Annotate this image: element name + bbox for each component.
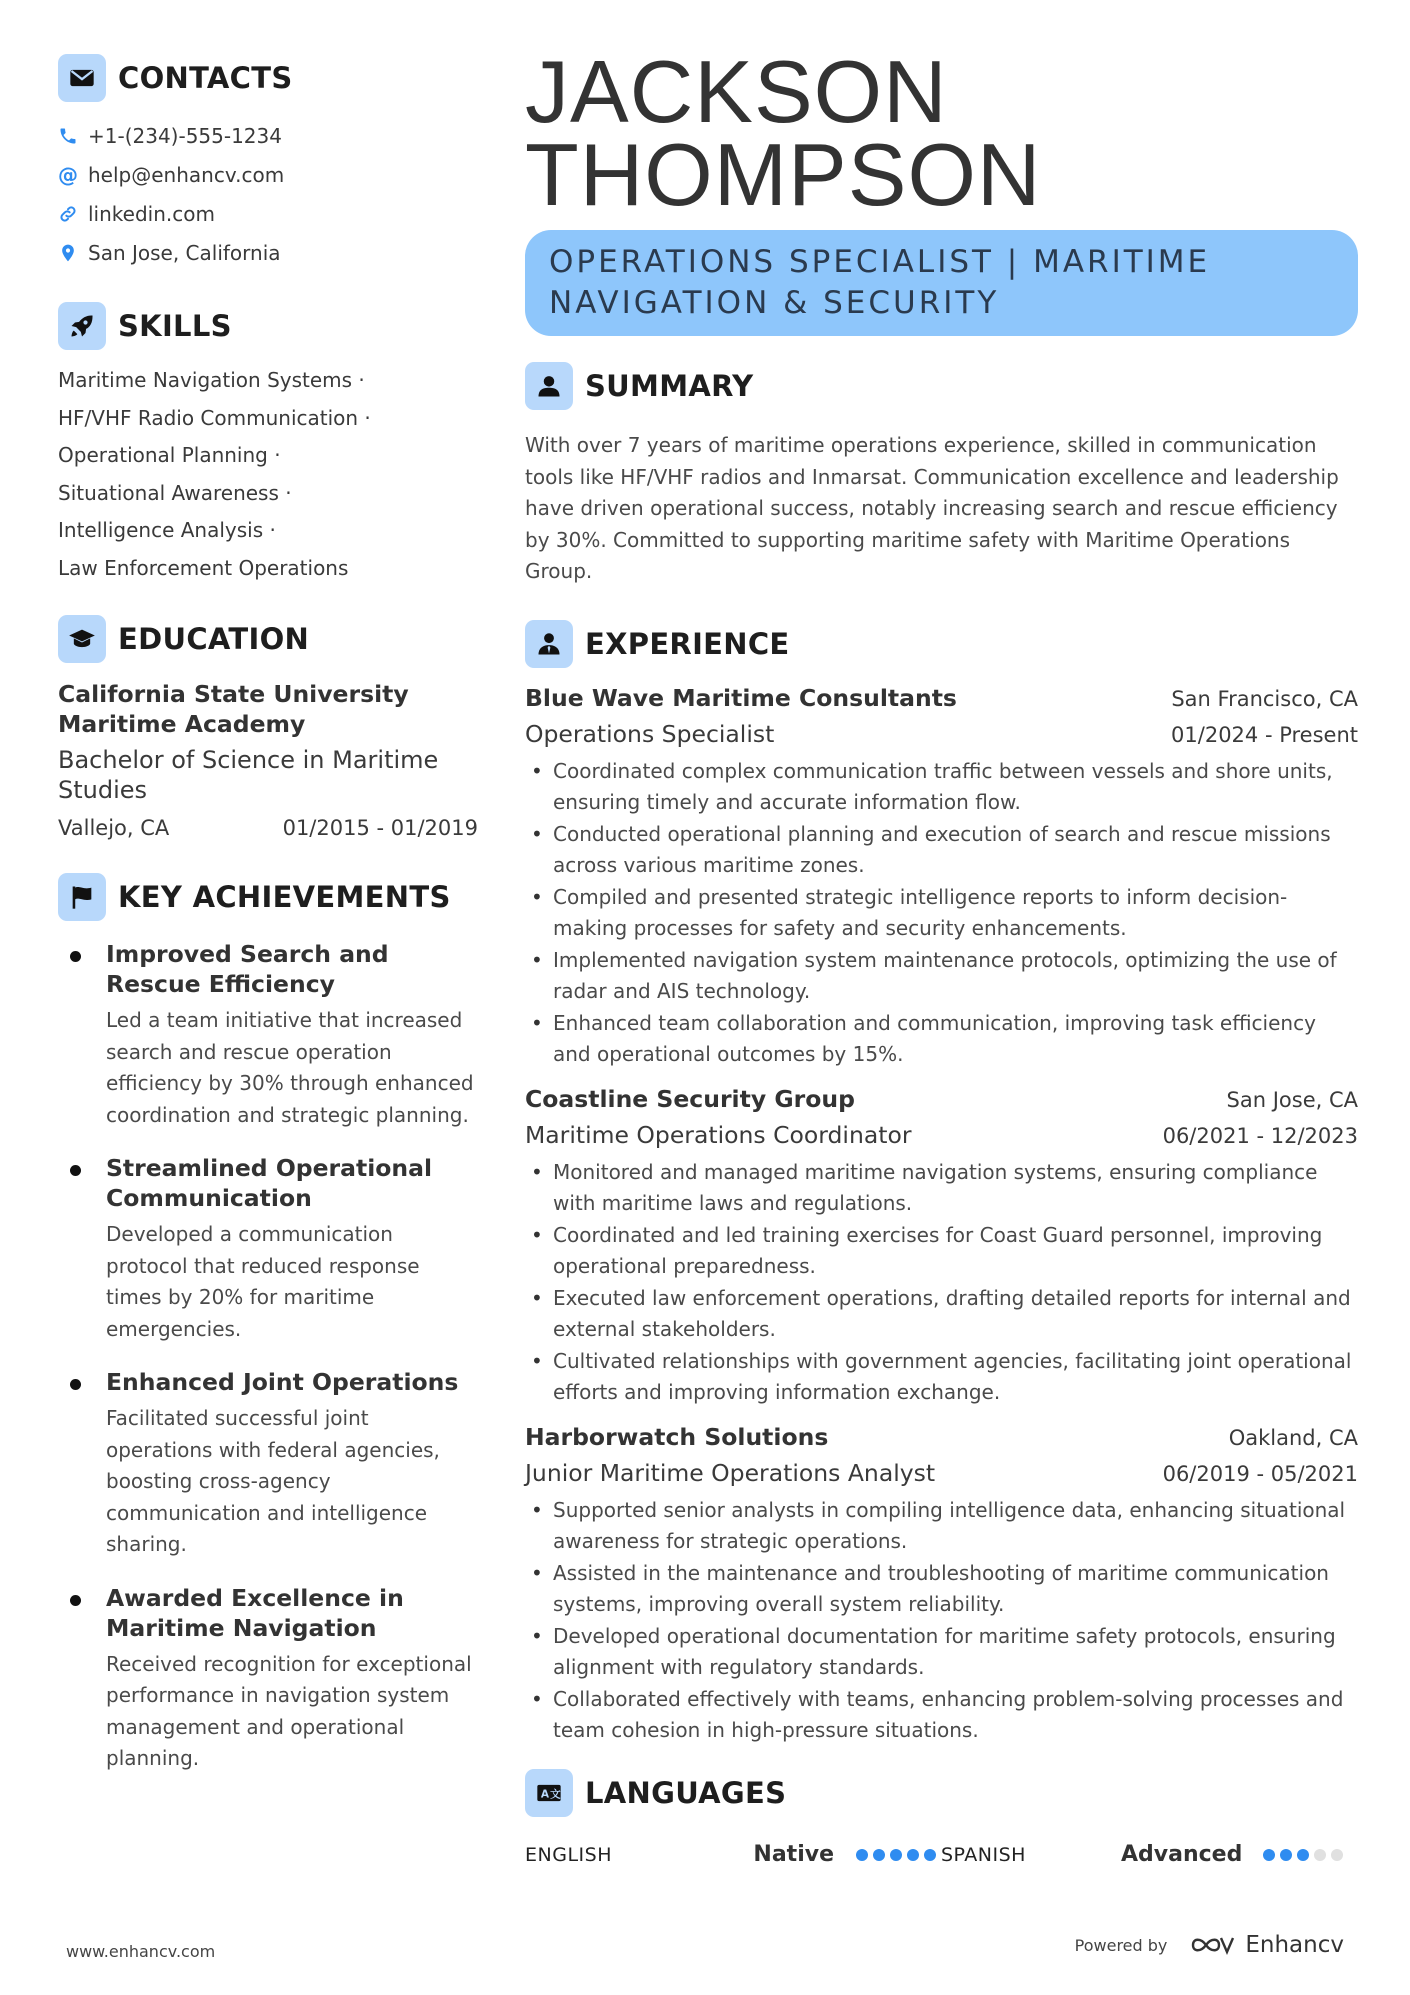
achievement-title: Improved Search and Rescue Efficiency (106, 940, 389, 998)
job-dates: 06/2021 - 12/2023 (1162, 1123, 1358, 1148)
language-level: Native (753, 1842, 834, 1867)
job-dates: 01/2024 - Present (1171, 722, 1358, 747)
skills-header (58, 302, 478, 350)
powered-by-text: Powered by (1074, 1935, 1168, 1955)
job-title-line1: OPERATIONS SPECIALIST | MARITIME (549, 244, 1211, 280)
skills-section (58, 302, 478, 587)
job-bullet: • Conducted operational planning and execution of search and rescue missions across various maritime zones. (525, 819, 1358, 882)
brand-logo[interactable] (1189, 1932, 1344, 1958)
rating-dot-empty (1331, 1849, 1343, 1861)
skill-item: Situational Awareness · (58, 480, 292, 505)
job-role: Operations Specialist (525, 719, 775, 748)
achievement-desc: Led a team initiative that increased search and rescue operation efficiency by 30% through enhanced coordination and strategic planning. (106, 1008, 474, 1127)
job-company: Coastline Security Group (525, 1084, 855, 1113)
experience-heading: EXPERIENCE (585, 626, 790, 661)
edu-meta (58, 813, 478, 843)
language-level: Advanced (1121, 1842, 1243, 1867)
contact-location (58, 233, 478, 272)
achievements-heading: KEY ACHIEVEMENTS (118, 880, 451, 914)
achievement-title: Awarded Excellence in Maritime Navigation (106, 1583, 404, 1642)
achievements-section (58, 873, 478, 1775)
footer-website[interactable]: www.enhancv.com (66, 1942, 216, 1961)
job-bullet: • Implemented navigation system maintenance protocols, optimizing the use of radar and AIS technology. (525, 945, 1358, 1008)
job-bullet: • Executed law enforcement operations, drafting detailed reports for internal and external stakeholders. (525, 1283, 1358, 1346)
achievement-title: Enhanced Joint Operations (106, 1368, 459, 1396)
job-role: Junior Maritime Operations Analyst (525, 1458, 936, 1487)
education-section (58, 615, 478, 843)
job-location: San Francisco, CA (1171, 686, 1358, 711)
job-title-banner (525, 230, 1358, 336)
location-text: San Jose, California (88, 240, 281, 265)
language-rating (856, 1849, 941, 1861)
achievement-item (58, 939, 478, 1131)
job-role: Maritime Operations Coordinator (525, 1120, 912, 1149)
experience-section (525, 620, 1358, 1747)
job-title-line2: NAVIGATION & SECURITY (549, 285, 1000, 321)
rating-dot-filled (1297, 1849, 1309, 1861)
link-icon (58, 203, 78, 225)
linkedin-text[interactable]: linkedin.com (88, 201, 215, 226)
job-subheader (525, 720, 1358, 748)
achievement-title: Streamlined Operational Communication (106, 1154, 433, 1212)
languages-row (525, 1835, 1358, 1875)
at-icon: @ (58, 162, 78, 187)
contacts-header (58, 54, 478, 102)
job-bullets (525, 756, 1358, 1071)
bullet-dot (70, 1595, 81, 1606)
summary-heading: SUMMARY (585, 369, 754, 403)
right-column (525, 42, 1358, 1875)
last-name: THOMPSON (525, 125, 1042, 224)
job-bullet: • Cultivated relationships with government agencies, facilitating joint operational efforts and improving information exchange. (525, 1346, 1358, 1409)
job-bullet: • Collaborated effectively with teams, enhancing problem-solving processes and team cohesion in high-pressure situations. (525, 1684, 1358, 1747)
graduation-cap-icon (58, 615, 106, 663)
language-name: SPANISH (941, 1843, 1026, 1866)
skill-item: Intelligence Analysis · (58, 518, 276, 542)
rating-dot-filled (924, 1849, 936, 1861)
svg-text:文: 文 (550, 1788, 561, 1801)
left-column (58, 54, 478, 1797)
job-bullets (525, 1157, 1358, 1409)
edu-degree: Bachelor of Science in Maritime Studies (58, 746, 439, 804)
achievements-header (58, 873, 478, 921)
job-bullet: • Supported senior analysts in compiling intelligence data, enhancing situational awareness for strategic operations. (525, 1495, 1358, 1558)
enhancv-logo-icon (1189, 1932, 1237, 1958)
job-bullet: • Coordinated and led training exercises for Coast Guard personnel, improving operational preparedness. (525, 1220, 1358, 1283)
experience-header (525, 620, 1358, 668)
language-rating (1263, 1849, 1348, 1861)
job-bullet: • Enhanced team collaboration and communication, improving task efficiency and operational outcomes by 15%. (525, 1008, 1358, 1071)
flag-icon (58, 873, 106, 921)
skills-heading: SKILLS (118, 309, 232, 343)
skill-item: Maritime Navigation Systems · (58, 368, 365, 392)
bullet-dot (70, 1379, 81, 1390)
edu-school: California State University Maritime Academy (58, 680, 409, 738)
language-name: ENGLISH (525, 1843, 612, 1866)
rating-dot-filled (907, 1849, 919, 1861)
rating-dot-filled (1263, 1849, 1275, 1861)
phone-text[interactable]: +1-(234)-555-1234 (88, 123, 282, 148)
language-item (941, 1842, 1358, 1867)
job-subheader (525, 1121, 1358, 1149)
edu-dates: 01/2015 - 01/2019 (282, 816, 478, 840)
skill-item: Operational Planning · (58, 443, 281, 467)
job-dates: 06/2019 - 05/2021 (1162, 1461, 1358, 1486)
rating-dot-filled (890, 1849, 902, 1861)
rocket-icon (58, 302, 106, 350)
edu-location: Vallejo, CA (58, 816, 170, 840)
summary-section (525, 362, 1358, 588)
rating-dot-empty (1314, 1849, 1326, 1861)
job-location: San Jose, CA (1226, 1087, 1358, 1112)
translate-icon (525, 1769, 573, 1817)
skill-item: HF/VHF Radio Communication · (58, 405, 371, 430)
contact-phone (58, 116, 478, 155)
summary-header (525, 362, 1358, 410)
person-icon (525, 362, 573, 410)
phone-icon (58, 125, 78, 147)
job-bullets (525, 1495, 1358, 1747)
job-entry (525, 1423, 1358, 1747)
email-text[interactable]: help@enhancv.com (88, 162, 285, 187)
brand-name: Enhancv (1245, 1932, 1344, 1958)
rating-dot-filled (856, 1849, 868, 1861)
rating-dot-filled (873, 1849, 885, 1861)
job-header (525, 1085, 1358, 1113)
contact-email (58, 155, 478, 194)
languages-heading: LANGUAGES (585, 1775, 787, 1810)
job-company: Harborwatch Solutions (525, 1422, 829, 1451)
job-subheader (525, 1459, 1358, 1487)
job-location: Oakland, CA (1228, 1425, 1358, 1450)
achievement-desc: Received recognition for exceptional performance in navigation system management and operational planning. (106, 1651, 472, 1770)
businessman-icon (525, 620, 573, 668)
achievement-desc: Facilitated successful joint operations with federal agencies, boosting cross-agency communication and intelligence sharing. (106, 1406, 440, 1556)
job-entry (525, 684, 1358, 1071)
achievement-item (58, 1367, 478, 1561)
envelope-icon (58, 54, 106, 102)
summary-text: With over 7 years of maritime operations experience, skilled in communication tools like HF/VHF radios and Inmarsat. Communication excellence and leadership have driven operational success, notably increasing search and rescue efficiency by 30%. Committed to supporting maritime safety with Maritime Operations Group. (525, 433, 1339, 583)
job-bullet: • Monitored and managed maritime navigation systems, ensuring compliance with maritime laws and regulations. (525, 1157, 1358, 1220)
location-pin-icon (58, 242, 78, 264)
languages-header (525, 1769, 1358, 1817)
job-bullet: • Developed operational documentation for maritime safety protocols, ensuring alignment with regulatory standards. (525, 1621, 1358, 1684)
languages-section (525, 1769, 1358, 1875)
job-entry (525, 1085, 1358, 1409)
first-name: JACKSON (525, 42, 948, 141)
job-bullet: • Coordinated complex communication traffic between vessels and shore units, ensuring timely and accurate information flow. (525, 756, 1358, 819)
skill-item: Law Enforcement Operations (58, 555, 349, 580)
language-item (525, 1842, 941, 1867)
achievement-desc: Developed a communication protocol that reduced response times by 20% for maritime emergencies. (106, 1222, 420, 1341)
education-header (58, 615, 478, 663)
footer-branding (1075, 1932, 1344, 1958)
contacts-heading: CONTACTS (118, 61, 293, 95)
candidate-name (525, 42, 1358, 224)
job-company: Blue Wave Maritime Consultants (525, 683, 957, 712)
achievement-item (58, 1153, 478, 1345)
job-header (525, 684, 1358, 712)
rating-dot-filled (1280, 1849, 1292, 1861)
contacts-section (58, 54, 478, 272)
bullet-dot (70, 1165, 81, 1176)
svg-text:A: A (540, 1788, 549, 1801)
education-heading: EDUCATION (118, 622, 310, 656)
job-header (525, 1423, 1358, 1451)
job-bullet: • Compiled and presented strategic intelligence reports to inform decision-making processes for safety and security enhancements. (525, 882, 1358, 945)
contact-linkedin (58, 194, 478, 233)
bullet-dot (70, 951, 81, 962)
achievement-item (58, 1583, 478, 1775)
job-bullet: • Assisted in the maintenance and troubleshooting of maritime communication systems, improving overall system reliability. (525, 1558, 1358, 1621)
